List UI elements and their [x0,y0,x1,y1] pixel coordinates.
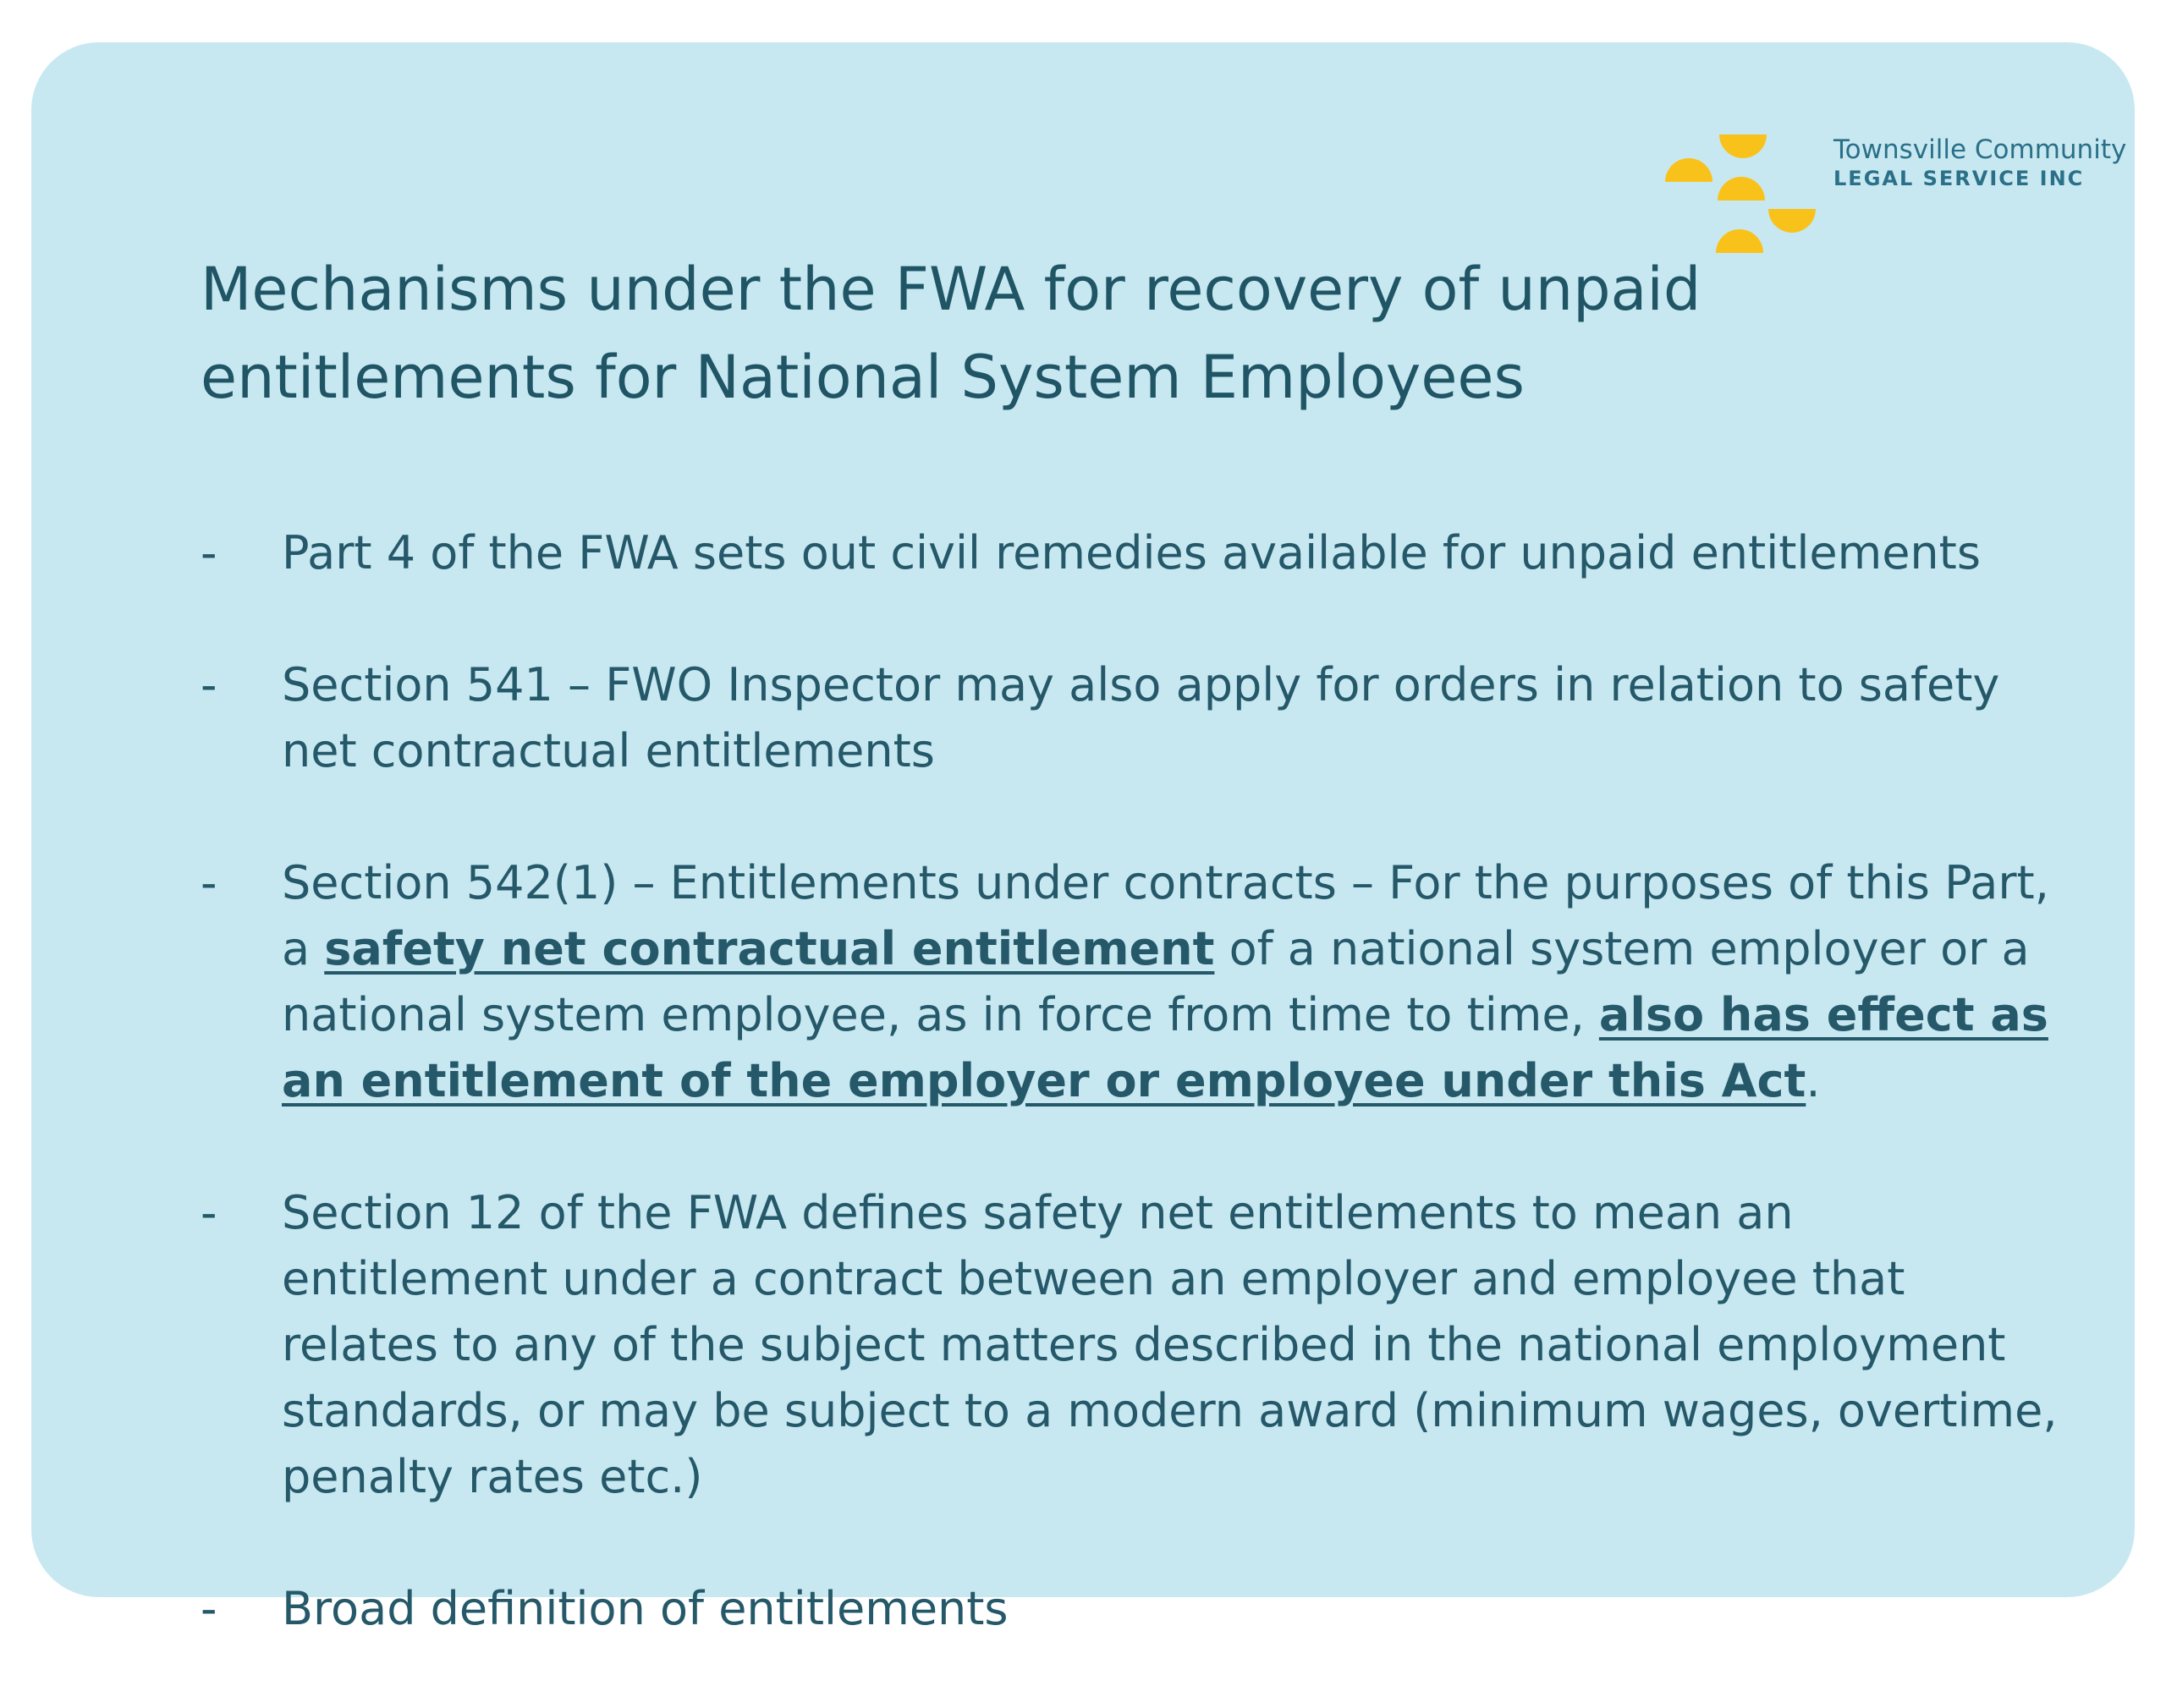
bullet-text: Part 4 of the FWA sets out civil remedies available for unpaid entitlements [282,526,1981,579]
slide-title: Mechanisms under the FWA for recovery of unpaid entitlements for National System Employees [201,255,1701,412]
bullet-item [201,1576,2062,1642]
emphasis-phrase: also has effect as an entitlement of the employer or employee under this Act [282,988,2048,1107]
bullet-item [201,1180,2062,1510]
half-circle-mark-icon [1626,91,1829,217]
logo-subtitle: LEGAL SERVICE INC [1833,167,2085,190]
bullet-marker: - [201,1582,217,1635]
bullet-text: of a national system employer or a national system employee, as in force from time to time, [282,922,2030,1041]
organization-logo [1626,91,2127,217]
bullet-text: . [1806,1054,1821,1107]
bullet-list [201,520,2062,1708]
bullet-marker: - [201,658,217,711]
bullet-text: Section 541 – FWO Inspector may also apply for orders in relation to safety net contractual entitlements [282,658,2000,777]
bullet-item [201,652,2062,784]
bullet-item [201,520,2062,586]
logo-name: Townsville Community [1833,135,2127,165]
bullet-text: Section 542(1) – Entitlements under contracts – For the purposes of this Part, a [282,856,2049,975]
slide [31,42,2135,1635]
bullet-text: Broad definition of entitlements [282,1582,1009,1635]
bullet-text: Section 12 of the FWA defines safety net entitlements to mean an entitlement under a contract between an employer and employee that relates to any of the subject matters described in the national employment standards, or may be subject to a modern award (minimum wages, overtime, penalty rates etc.) [282,1186,2058,1503]
emphasis-term: safety net contractual entitlement [324,922,1215,975]
bullet-item [201,850,2062,1114]
bullet-marker: - [201,1186,217,1239]
bullet-marker: - [201,526,217,579]
logo-text [1833,135,2126,192]
bullet-marker: - [201,856,217,909]
